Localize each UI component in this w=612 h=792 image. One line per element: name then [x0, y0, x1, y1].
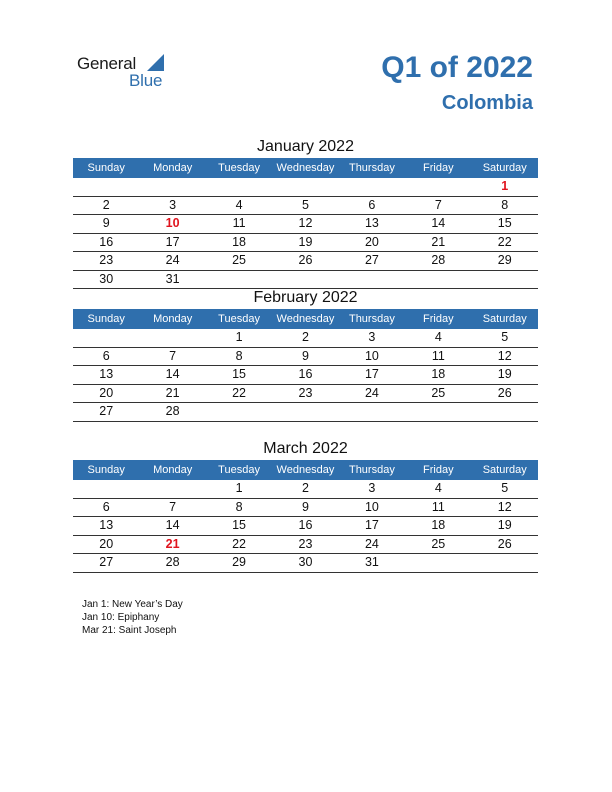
week-row [73, 403, 538, 422]
weekday-header: Thursday [348, 313, 395, 325]
day-cell: 9 [102, 216, 110, 230]
weekday-header: Wednesday [276, 162, 335, 174]
day-cell [139, 480, 205, 498]
logo-text-blue: Blue [129, 71, 163, 90]
weekday-header: Sunday [87, 313, 125, 325]
day-cell: 31 [364, 555, 379, 569]
month-calendar-march [73, 438, 538, 573]
day-cell: 7 [169, 348, 177, 363]
month-title: January 2022 [257, 138, 354, 155]
day-cell: 8 [501, 197, 509, 212]
day-cell: 6 [102, 348, 110, 363]
day-cell: 30 [99, 271, 114, 286]
holiday-note: Mar 21: Saint Joseph [82, 625, 177, 636]
week-row [73, 178, 538, 197]
month-calendar-january [73, 136, 538, 289]
day-cell [472, 554, 538, 572]
weekday-header: Saturday [482, 162, 527, 174]
weekday-header: Thursday [348, 162, 395, 174]
day-cell: 13 [364, 216, 379, 230]
week-row [73, 499, 538, 518]
weekday-header: Friday [423, 313, 454, 325]
logo-triangle-icon [147, 54, 164, 71]
day-cell [206, 271, 272, 289]
document-title: Q1 of 2022 [381, 51, 533, 84]
day-cell: 18 [431, 367, 446, 381]
weekday-header-row [73, 158, 538, 178]
day-cell: 8 [235, 348, 243, 363]
day-cell: 20 [364, 234, 379, 249]
day-cell: 21 [165, 385, 180, 400]
day-cell: 16 [99, 234, 114, 249]
day-cell: 19 [497, 367, 512, 381]
day-cell: 20 [99, 536, 114, 551]
day-cell: 19 [298, 234, 313, 249]
day-cell [73, 480, 139, 498]
day-cell: 11 [232, 216, 246, 230]
day-cell: 30 [298, 555, 313, 569]
day-cell: 10 [364, 499, 379, 514]
month-calendar-february [73, 287, 538, 422]
weekday-header-row [73, 460, 538, 480]
week-row [73, 197, 538, 216]
weekday-header: Friday [423, 162, 454, 174]
holiday-day-cell: 10 [165, 216, 180, 230]
day-cell: 2 [102, 197, 110, 212]
day-cell [206, 178, 272, 196]
month-title: February 2022 [253, 289, 358, 306]
holiday-note: Jan 1: New Year’s Day [82, 599, 183, 610]
day-cell: 5 [501, 330, 509, 344]
logo-text-general: General [77, 54, 137, 73]
day-cell: 7 [434, 197, 442, 212]
day-cell: 3 [368, 481, 376, 495]
weekday-header: Friday [423, 464, 454, 476]
day-cell [339, 178, 405, 196]
day-cell: 12 [497, 499, 512, 514]
day-cell: 18 [232, 234, 246, 249]
day-cell: 17 [364, 518, 379, 532]
holiday-note: Jan 10: Epiphany [82, 612, 160, 623]
day-cell: 25 [431, 385, 446, 400]
day-cell: 22 [497, 234, 512, 249]
weekday-header: Sunday [87, 464, 125, 476]
day-cell [472, 271, 538, 289]
day-cell: 26 [497, 536, 512, 551]
day-cell: 25 [232, 253, 246, 267]
day-cell: 5 [302, 197, 309, 212]
weekday-header: Thursday [348, 464, 395, 476]
day-cell: 16 [298, 367, 313, 381]
day-cell: 31 [165, 271, 180, 286]
month-title: March 2022 [263, 440, 348, 457]
weekday-header: Tuesday [218, 464, 260, 476]
day-cell [272, 403, 338, 421]
week-row [73, 348, 538, 367]
week-row [73, 536, 538, 555]
day-cell: 28 [431, 253, 446, 267]
day-cell [472, 403, 538, 421]
weekday-header-row [73, 309, 538, 329]
week-row [73, 366, 538, 385]
day-cell [139, 329, 205, 347]
weekday-header: Tuesday [218, 162, 260, 174]
day-cell: 17 [165, 234, 180, 249]
day-cell [272, 271, 338, 289]
day-cell [405, 178, 471, 196]
day-cell: 29 [232, 555, 246, 569]
day-cell: 12 [298, 216, 313, 230]
day-cell: 4 [434, 481, 442, 495]
day-cell: 13 [99, 518, 114, 532]
day-cell [339, 271, 405, 289]
document-country: Colombia [441, 92, 533, 114]
day-cell: 27 [99, 555, 114, 569]
weekday-header: Saturday [482, 313, 527, 325]
day-cell: 25 [431, 536, 446, 551]
day-cell: 4 [235, 197, 243, 212]
week-row [73, 554, 538, 573]
day-cell: 4 [434, 330, 442, 344]
day-cell [272, 178, 338, 196]
week-row [73, 215, 538, 234]
day-cell: 21 [431, 234, 446, 249]
day-cell: 27 [364, 253, 379, 267]
day-cell: 23 [298, 385, 313, 400]
weekday-header: Wednesday [276, 464, 335, 476]
day-cell: 22 [232, 536, 246, 551]
day-cell: 14 [165, 367, 180, 381]
weekday-header: Monday [153, 464, 193, 476]
day-cell: 7 [169, 499, 177, 514]
week-row [73, 252, 538, 271]
day-cell [405, 554, 471, 572]
week-row [73, 480, 538, 499]
weekday-header: Sunday [87, 162, 125, 174]
day-cell: 9 [302, 499, 309, 514]
weekday-header: Monday [153, 162, 193, 174]
weekday-header: Tuesday [218, 313, 260, 325]
weekday-header: Monday [153, 313, 193, 325]
week-row [73, 385, 538, 404]
day-cell: 28 [165, 555, 180, 569]
day-cell: 11 [431, 499, 445, 514]
day-cell: 26 [298, 253, 313, 267]
day-cell: 12 [497, 348, 512, 363]
week-row [73, 517, 538, 536]
day-cell: 8 [235, 499, 243, 514]
day-cell: 20 [99, 385, 114, 400]
day-cell [405, 271, 471, 289]
weekday-header: Wednesday [276, 313, 335, 325]
day-cell: 15 [232, 367, 246, 381]
day-cell [73, 178, 139, 196]
weekday-header: Saturday [482, 464, 527, 476]
day-cell: 23 [298, 536, 313, 551]
day-cell: 13 [99, 367, 114, 381]
day-cell [73, 329, 139, 347]
day-cell: 16 [298, 518, 313, 532]
day-cell: 29 [497, 253, 512, 267]
day-cell: 27 [99, 404, 114, 418]
day-cell: 14 [165, 518, 180, 532]
holiday-day-cell: 1 [501, 179, 509, 193]
day-cell: 28 [165, 404, 180, 418]
day-cell: 10 [364, 348, 379, 363]
day-cell: 22 [232, 385, 246, 400]
day-cell: 6 [102, 499, 110, 514]
week-row [73, 234, 538, 253]
day-cell: 15 [497, 216, 512, 230]
day-cell [405, 403, 471, 421]
day-cell: 18 [431, 518, 446, 532]
day-cell [139, 178, 205, 196]
day-cell: 5 [501, 481, 509, 495]
day-cell: 9 [302, 348, 309, 363]
day-cell [339, 403, 405, 421]
week-row [73, 329, 538, 348]
day-cell: 1 [235, 330, 243, 344]
day-cell: 26 [497, 385, 512, 400]
day-cell: 19 [497, 518, 512, 532]
day-cell: 3 [368, 330, 376, 344]
day-cell: 24 [165, 253, 180, 267]
day-cell [206, 403, 272, 421]
holiday-notes [82, 598, 183, 637]
day-cell: 11 [431, 348, 445, 363]
day-cell: 3 [169, 197, 177, 212]
day-cell: 2 [302, 330, 309, 344]
brand-logo [77, 52, 187, 92]
day-cell: 1 [235, 481, 243, 495]
day-cell: 6 [368, 197, 376, 212]
day-cell: 23 [99, 253, 114, 267]
day-cell: 14 [431, 216, 446, 230]
day-cell: 24 [364, 385, 379, 400]
day-cell: 24 [364, 536, 379, 551]
day-cell: 2 [302, 481, 309, 495]
day-cell: 17 [364, 367, 379, 381]
day-cell: 15 [232, 518, 246, 532]
holiday-day-cell: 21 [165, 536, 180, 551]
